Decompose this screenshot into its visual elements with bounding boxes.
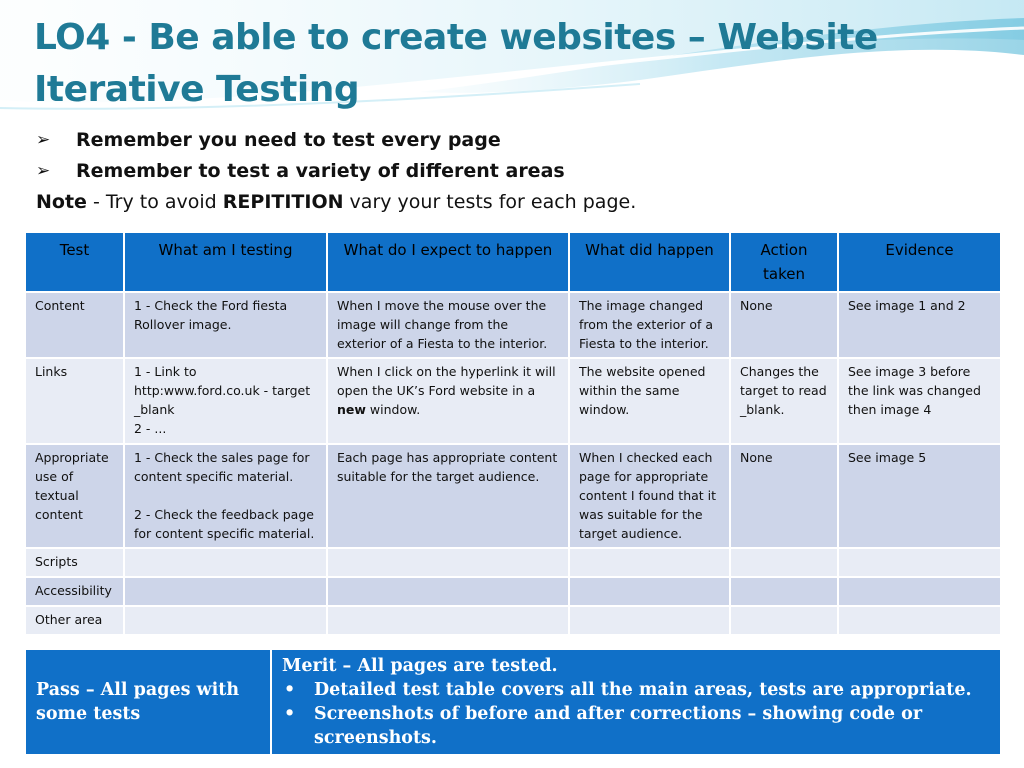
testing-table [24, 231, 1002, 636]
instructions [36, 124, 636, 217]
cell-testing [124, 606, 327, 635]
cell-action: None [730, 292, 838, 358]
note-label: Note [36, 190, 87, 213]
arrow-bullet-icon: ➢ [36, 129, 51, 150]
cell-test: Appropriate use of textual content [25, 444, 124, 548]
cell-action: Changes the target to read _blank. [730, 358, 838, 444]
cell-expect-bold: new [337, 402, 366, 417]
table-row [25, 292, 1001, 358]
note-text-pre: - Try to avoid [86, 190, 223, 213]
bullet-dot-icon: • [284, 680, 296, 700]
header-what-testing: What am I testing [124, 232, 327, 292]
cell-expect-text: Each page has appropriate content suitable for the target audience. [337, 450, 558, 484]
instruction-item [36, 124, 636, 155]
cell-action [730, 577, 838, 606]
cell-testing: 1 - Check the Ford fiesta Rollover image. [124, 292, 327, 358]
merit-criteria [271, 649, 1001, 755]
cell-expect [327, 577, 569, 606]
table-row [25, 444, 1001, 548]
cell-testing [124, 577, 327, 606]
cell-test: Links [25, 358, 124, 444]
slide-title-line-2: Iterative Testing [34, 69, 360, 110]
cell-action: None [730, 444, 838, 548]
cell-expect-text: When I move the mouse over the image will change from the exterior of a Fiesta to the interior. [337, 298, 548, 351]
note-emphasis: REPITITION [222, 190, 344, 213]
cell-expect-text: When I click on the hyperlink it will open the UK’s Ford website in a [337, 364, 556, 398]
cell-test: Accessibility [25, 577, 124, 606]
merit-item-text: Screenshots of before and after corrections – showing code or screenshots. [314, 704, 923, 748]
cell-expect [327, 292, 569, 358]
merit-item-text: Detailed test table covers all the main areas, tests are appropriate. [314, 680, 972, 700]
cell-test: Other area [25, 606, 124, 635]
pass-criteria: Pass – All pages with some tests [25, 649, 271, 755]
cell-happened [569, 548, 730, 577]
cell-happened: The image changed from the exterior of a Fiesta to the interior. [569, 292, 730, 358]
grading-row [25, 649, 1001, 755]
instruction-item [36, 155, 636, 186]
cell-testing: 1 - Check the sales page for content specific material. 2 - Check the feedback page for content specific material. [124, 444, 327, 548]
cell-evidence [838, 606, 1001, 635]
cell-expect-text-post: window. [365, 402, 421, 417]
cell-testing [124, 548, 327, 577]
slide-title [34, 12, 994, 116]
cell-happened: When I checked each page for appropriate content I found that it was suitable for the target audience. [569, 444, 730, 548]
arrow-bullet-icon: ➢ [36, 160, 51, 181]
cell-action [730, 548, 838, 577]
header-what-happened: What did happen [569, 232, 730, 292]
note-text-post: vary your tests for each page. [343, 190, 637, 213]
cell-testing: 1 - Link to http:www.ford.co.uk - target _blank 2 - ... [124, 358, 327, 444]
merit-item [282, 702, 990, 750]
cell-expect [327, 444, 569, 548]
grading-criteria-table [24, 648, 1002, 756]
table-header-row [25, 232, 1001, 292]
note [36, 186, 636, 217]
cell-happened [569, 606, 730, 635]
cell-action [730, 606, 838, 635]
cell-evidence: See image 1 and 2 [838, 292, 1001, 358]
cell-happened [569, 577, 730, 606]
header-evidence: Evidence [838, 232, 1001, 292]
merit-list [282, 678, 990, 750]
header-action-taken: Action taken [730, 232, 838, 292]
cell-evidence [838, 577, 1001, 606]
cell-expect [327, 606, 569, 635]
table-row [25, 548, 1001, 577]
instruction-text: Remember to test a variety of different areas [76, 159, 565, 182]
table-row [25, 606, 1001, 635]
merit-item [282, 678, 990, 702]
table-row [25, 358, 1001, 444]
table-row [25, 577, 1001, 606]
header-expected: What do I expect to happen [327, 232, 569, 292]
slide-title-line-1: LO4 - Be able to create websites – Website [34, 17, 878, 58]
cell-evidence: See image 5 [838, 444, 1001, 548]
cell-expect [327, 548, 569, 577]
merit-title: Merit – All pages are tested. [282, 656, 558, 676]
cell-expect [327, 358, 569, 444]
header-test: Test [25, 232, 124, 292]
cell-test: Content [25, 292, 124, 358]
cell-happened: The website opened within the same window. [569, 358, 730, 444]
instruction-text: Remember you need to test every page [76, 128, 501, 151]
cell-evidence [838, 548, 1001, 577]
cell-evidence: See image 3 before the link was changed then image 4 [838, 358, 1001, 444]
bullet-dot-icon: • [284, 704, 296, 724]
cell-test: Scripts [25, 548, 124, 577]
